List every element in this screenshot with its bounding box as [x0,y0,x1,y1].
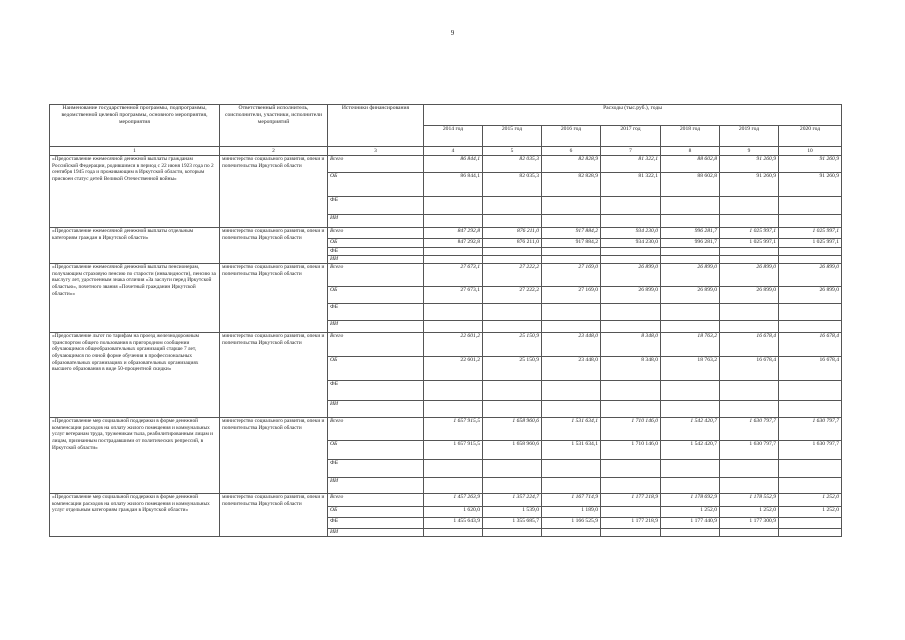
amount-cell: 1 630 797,7 [720,418,779,441]
amount-cell [424,304,483,321]
amount-cell: 1 355 685,7 [483,518,542,529]
amount-cell [720,248,779,256]
amount-cell [720,381,779,401]
amount-cell [424,215,483,228]
amount-cell: 26 899,0 [601,264,661,287]
amount-cell [720,529,779,537]
amount-cell: 16 678,4 [779,333,842,357]
amount-cell: 1 457 263,9 [424,494,483,507]
amount-cell [601,401,661,418]
amount-cell [720,478,779,494]
funding-source-fb: ФБ [328,248,424,256]
amount-cell: 1 658 960,6 [483,418,542,441]
amount-cell: 934 230,0 [601,239,661,248]
column-number-row [50,147,842,156]
amount-cell [483,215,542,228]
amount-cell: 82 035,3 [483,156,542,173]
column-number: 10 [779,147,842,156]
amount-cell: 91 260,9 [720,156,779,173]
amount-cell [483,529,542,537]
amount-cell: 934 230,0 [601,228,661,239]
amount-cell [779,478,842,494]
amount-cell [542,215,601,228]
program-description: «Предоставление мер социальной поддержки в форме денежной компенсации расходов на оплату жилого помещения и коммунальных услуг отдельным категориям граждан в Иркутской области» [50,494,220,537]
amount-cell: 23 448,0 [542,333,601,357]
amount-cell: 1 177 218,9 [601,518,661,529]
amount-cell [720,460,779,478]
amount-cell [661,381,720,401]
funding-source-ob: ОБ [328,287,424,304]
amount-cell: 1 658 960,6 [483,441,542,460]
amount-cell [483,197,542,215]
amount-cell: 1 620,0 [424,507,483,518]
amount-cell: 1 630 797,7 [779,418,842,441]
budget-table [49,104,842,537]
amount-cell [601,381,661,401]
amount-cell: 26 899,0 [661,264,720,287]
column-number: 2 [220,147,328,156]
funding-source-ob: ОБ [328,357,424,381]
amount-cell: 88 602,8 [661,156,720,173]
amount-cell: 18 763,2 [661,357,720,381]
funding-source-ob: ОБ [328,441,424,460]
amount-cell [483,460,542,478]
program-1-total-row [50,156,842,173]
amount-cell: 1 252,0 [661,507,720,518]
program-executor: министерство социального развития, опеки и попечительства Иркутской области [220,156,328,228]
funding-source-total: Всего [328,418,424,441]
column-number: 7 [601,147,661,156]
amount-cell: 1 177 440,9 [661,518,720,529]
funding-source-fb: ФБ [328,197,424,215]
header-executor: Ответственный исполнитель, соисполнители, участники, исполнители мероприятий [220,105,328,147]
program-4-total-row [50,333,842,357]
program-6-total-row [50,494,842,507]
amount-cell: 27 222,2 [483,264,542,287]
amount-cell [779,321,842,333]
program-5-total-row [50,418,842,441]
amount-cell [601,304,661,321]
header-source: Источники финансирования [328,105,424,147]
amount-cell [483,248,542,256]
amount-cell: 82 035,3 [483,173,542,197]
amount-cell: 16 678,4 [720,333,779,357]
amount-cell: 23 448,0 [542,357,601,381]
amount-cell [779,256,842,264]
amount-cell [601,529,661,537]
column-number: 8 [661,147,720,156]
amount-cell: 1 178 692,9 [661,494,720,507]
amount-cell: 1 025 997,1 [720,228,779,239]
amount-cell [483,381,542,401]
amount-cell [661,248,720,256]
amount-cell: 1 189,0 [542,507,601,518]
amount-cell [424,248,483,256]
amount-cell: 847 292,8 [424,228,483,239]
amount-cell [661,304,720,321]
program-executor: министерство социального развития, опеки и попечительства Иркутской области [220,494,328,537]
funding-source-fb: ФБ [328,460,424,478]
amount-cell: 86 844,1 [424,156,483,173]
column-number: 3 [328,147,424,156]
amount-cell [424,197,483,215]
amount-cell: 917 884,2 [542,228,601,239]
amount-cell [483,321,542,333]
amount-cell: 1 167 714,9 [542,494,601,507]
amount-cell: 876 211,0 [483,228,542,239]
amount-cell [542,256,601,264]
column-number: 9 [720,147,779,156]
amount-cell [424,381,483,401]
amount-cell: 1 710 146,0 [601,441,661,460]
funding-source-ob: ОБ [328,173,424,197]
amount-cell [720,321,779,333]
amount-cell [779,401,842,418]
page-number: 9 [450,29,455,37]
amount-cell [601,215,661,228]
amount-cell [542,197,601,215]
funding-source-ii: ИИ [328,215,424,228]
amount-cell [720,401,779,418]
funding-source-total: Всего [328,494,424,507]
amount-cell [483,478,542,494]
amount-cell [661,215,720,228]
program-executor: министерство социального развития, опеки и попечительства Иркутской области [220,418,328,494]
amount-cell [661,478,720,494]
program-description: «Предоставление ежемесячной денежной выплаты гражданам Российской Федерации, родившимся в период с 22 июня 1923 года по 2 сентября 1945 года и проживающим в Иркутской области, которым присвоен статус детей Великой Отечественной войны» [50,156,220,228]
amount-cell [424,401,483,418]
amount-cell: 1 252,0 [720,507,779,518]
amount-cell [720,197,779,215]
header-name: Наименование государственной программы, подпрограммы, ведомственной целевой программы, основного мероприятия, мероприятия [50,105,220,147]
amount-cell: 1 531 634,1 [542,418,601,441]
amount-cell: 1 025 997,1 [720,239,779,248]
funding-source-total: Всего [328,228,424,239]
year-2014: 2014 год [424,126,483,147]
amount-cell: 88 602,8 [661,173,720,197]
amount-cell: 27 169,0 [542,264,601,287]
amount-cell: 27 222,2 [483,287,542,304]
amount-cell [779,248,842,256]
amount-cell: 16 678,4 [779,357,842,381]
amount-cell [720,304,779,321]
program-2-total-row [50,228,842,239]
amount-cell [424,321,483,333]
amount-cell: 82 828,9 [542,173,601,197]
program-executor: министерство социального развития, опеки и попечительства Иркутской области [220,333,328,418]
column-number: 1 [50,147,220,156]
amount-cell: 1 177 300,9 [720,518,779,529]
amount-cell: 996 281,7 [661,228,720,239]
amount-cell [601,321,661,333]
program-description: «Предоставление льгот по тарифам на проезд железнодорожным транспортом общего пользования в пригородном сообщении обучающимся общеобразовательных организаций старше 7 лет, обучающимся по очной форме обучения в профессиональных образовательных организациях и образовательных организациях высшего образования в виде 50-процентной скидки» [50,333,220,418]
amount-cell: 27 169,0 [542,287,601,304]
program-executor: министерство социального развития, опеки и попечительства Иркутской области [220,264,328,333]
amount-cell [424,529,483,537]
amount-cell: 8 348,0 [601,357,661,381]
amount-cell [483,256,542,264]
amount-cell [483,304,542,321]
amount-cell: 1 630 797,7 [720,441,779,460]
amount-cell [424,460,483,478]
amount-cell [601,507,661,518]
program-description: «Предоставление ежемесячной денежной выплаты пенсионерам, получающим страховую пенсию по старости (инвалидности), пенсию за выслугу лет, удостоенным знака отличия «За заслуги перед Иркутской областью», почетного звания «Почетный гражданин Иркутской области»» [50,264,220,333]
amount-cell: 25 150,9 [483,333,542,357]
funding-source-ii: ИИ [328,529,424,537]
amount-cell: 1 542 420,7 [661,418,720,441]
funding-source-fb: ФБ [328,304,424,321]
amount-cell [542,401,601,418]
amount-cell: 86 844,1 [424,173,483,197]
amount-cell: 18 763,2 [661,333,720,357]
amount-cell [542,529,601,537]
amount-cell: 26 899,0 [661,287,720,304]
amount-cell: 847 292,8 [424,239,483,248]
funding-source-total: Всего [328,264,424,287]
amount-cell [601,478,661,494]
funding-source-ii: ИИ [328,401,424,418]
amount-cell: 1 166 525,9 [542,518,601,529]
header-expenses: Расходы (тыс.руб.), годы [424,105,842,126]
column-number: 6 [542,147,601,156]
amount-cell: 1 025 997,1 [779,239,842,248]
amount-cell: 1 177 218,9 [601,494,661,507]
amount-cell [601,256,661,264]
amount-cell [779,529,842,537]
amount-cell: 1 657 915,5 [424,418,483,441]
amount-cell: 1 357 224,7 [483,494,542,507]
amount-cell: 876 211,0 [483,239,542,248]
amount-cell: 1 710 146,0 [601,418,661,441]
amount-cell: 22 601,2 [424,333,483,357]
budget-body [50,156,842,537]
year-2019: 2019 год [720,126,779,147]
program-3-total-row [50,264,842,287]
amount-cell [424,256,483,264]
amount-cell: 26 899,0 [720,287,779,304]
amount-cell: 1 531 634,1 [542,441,601,460]
amount-cell: 1 252,0 [779,507,842,518]
year-2017: 2017 год [601,126,661,147]
amount-cell [779,215,842,228]
amount-cell [483,401,542,418]
amount-cell: 26 899,0 [779,264,842,287]
amount-cell: 26 899,0 [779,287,842,304]
funding-source-total: Всего [328,333,424,357]
amount-cell: 1 178 552,9 [720,494,779,507]
amount-cell [661,401,720,418]
amount-cell [661,197,720,215]
amount-cell: 27 673,1 [424,287,483,304]
funding-source-fb: ФБ [328,381,424,401]
amount-cell: 1 539,0 [483,507,542,518]
column-number: 4 [424,147,483,156]
amount-cell [601,460,661,478]
amount-cell [779,460,842,478]
amount-cell: 26 899,0 [720,264,779,287]
funding-source-ob: ОБ [328,239,424,248]
program-description: «Предоставление мер социальной поддержки в форме денежной компенсации расходов на оплату жилого помещения и коммунальных услуг ветеранам труда, труженикам тыла, реабилитированным лицам и лицам, признанным пострадавшими от политических репрессий, в Иркутской области» [50,418,220,494]
amount-cell: 91 260,9 [779,173,842,197]
amount-cell: 8 348,0 [601,333,661,357]
amount-cell: 91 260,9 [779,156,842,173]
funding-source-fb: ФБ [328,518,424,529]
amount-cell: 1 630 797,7 [779,441,842,460]
amount-cell [779,304,842,321]
amount-cell: 1 657 915,5 [424,441,483,460]
amount-cell [542,381,601,401]
amount-cell: 1 542 420,7 [661,441,720,460]
amount-cell [424,478,483,494]
funding-source-ii: ИИ [328,256,424,264]
amount-cell: 1 025 997,1 [779,228,842,239]
amount-cell [779,197,842,215]
amount-cell: 25 150,9 [483,357,542,381]
amount-cell [779,381,842,401]
amount-cell [542,321,601,333]
amount-cell: 996 281,7 [661,239,720,248]
amount-cell: 16 678,4 [720,357,779,381]
year-2015: 2015 год [483,126,542,147]
amount-cell: 81 322,1 [601,173,661,197]
amount-cell: 91 260,9 [720,173,779,197]
amount-cell: 26 899,0 [601,287,661,304]
amount-cell [779,518,842,529]
funding-source-ii: ИИ [328,321,424,333]
amount-cell [542,304,601,321]
program-executor: министерство социального развития, опеки и попечительства Иркутской области [220,228,328,264]
funding-source-ob: ОБ [328,507,424,518]
amount-cell [720,215,779,228]
funding-source-ii: ИИ [328,478,424,494]
amount-cell: 27 673,1 [424,264,483,287]
amount-cell: 917 884,2 [542,239,601,248]
amount-cell: 1 455 643,9 [424,518,483,529]
amount-cell [542,460,601,478]
program-description: «Предоставление ежемесячной денежной выплаты отдельным категориям граждан в Иркутской области» [50,228,220,264]
year-2018: 2018 год [661,126,720,147]
amount-cell [661,321,720,333]
amount-cell [720,256,779,264]
amount-cell [542,478,601,494]
amount-cell: 1 252,0 [779,494,842,507]
year-2020: 2020 год [779,126,842,147]
amount-cell [542,248,601,256]
amount-cell [601,197,661,215]
amount-cell [661,460,720,478]
amount-cell: 81 322,1 [601,156,661,173]
amount-cell [661,256,720,264]
funding-source-total: Всего [328,156,424,173]
amount-cell: 82 828,9 [542,156,601,173]
amount-cell [601,248,661,256]
column-number: 5 [483,147,542,156]
amount-cell [661,529,720,537]
year-2016: 2016 год [542,126,601,147]
amount-cell: 22 601,2 [424,357,483,381]
